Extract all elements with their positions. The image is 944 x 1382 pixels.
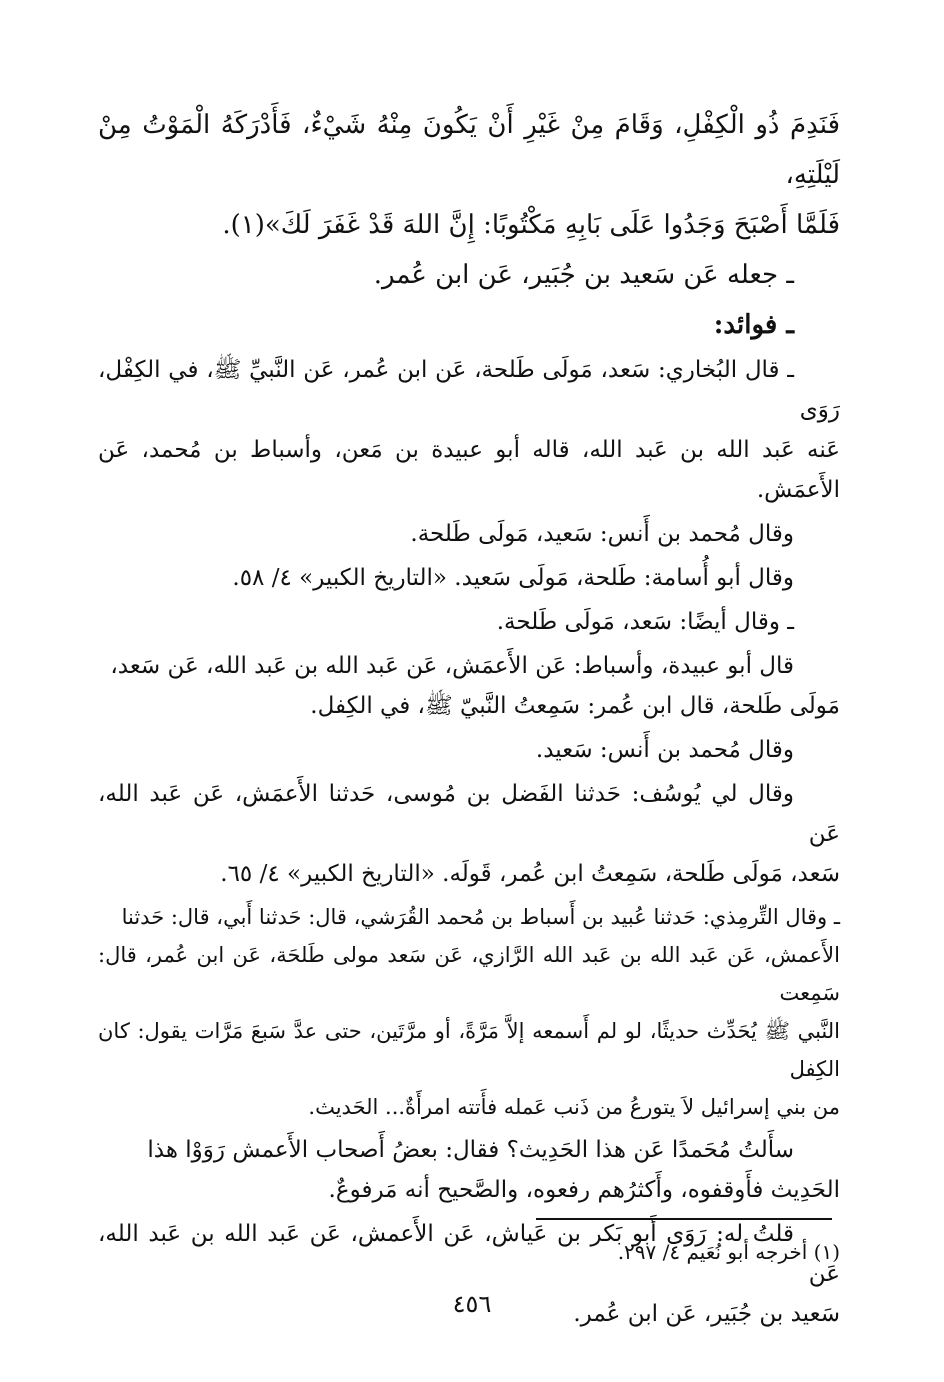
text-line: فَنَدِمَ ذُو الْكِفْلِ، وَقَامَ مِنْ غَيْرِ أَنْ يَكُونَ مِنْهُ شَيْءٌ، فَأَدْرَكَهُ الْمَوْتُ مِنْ لَيْلَتِهِ،	[98, 110, 840, 190]
text-line: ـ وقال التِّرمِذي: حَدثنا عُبيد بن أَسباط بن مُحمد القُرَشي، قال: حَدثنا أَبي، قال: حَدثنا	[121, 905, 840, 929]
text-line: فَلَمَّا أَصْبَحَ وَجَدُوا عَلَى بَابِهِ مَكْتُوبًا: إِنَّ اللهَ قَدْ غَفَرَ لَكَ»(١).	[222, 210, 840, 240]
text-line: ـ قال البُخاري: سَعد، مَولَى طَلحة، عَن ابن عُمر، عَن النَّبيِّ ﷺ، في الكِفْل، رَوَى	[98, 357, 840, 423]
paragraph-muhammad-bin-anas: وقال مُحمد بن أَنس: سَعيد، مَولَى طَلحة.	[410, 521, 794, 547]
text-line: قال أبو عبيدة، وأسباط: عَن الأَعمَش، عَن عَبد الله بن عَبد الله، عَن سَعد،	[110, 653, 794, 679]
paragraph-qala-aydan: ـ وقال أيضًا: سَعد، مَولَى طَلحة.	[496, 609, 794, 635]
paragraph-muhammad-bin-anas-2: وقال مُحمد بن أَنس: سَعيد.	[535, 737, 794, 763]
paragraph-abu-ubayda	[98, 646, 840, 726]
text-line: سَعد، مَولَى طَلحة، سَمِعتُ ابن عُمر، قَولَه. «التاريخ الكبير» ٤/ ٦٥.	[220, 861, 840, 887]
footnote: (١) أخرجه أبو نُعَيم ٤/ ٢٩٧.	[617, 1240, 840, 1264]
paragraph-yusuf	[98, 774, 840, 894]
paragraph-jaalahu: ـ جعله عَن سَعيد بن جُبَير، عَن ابن عُمر.	[373, 260, 794, 290]
text-line: عَنه عَبد الله بن عَبد الله، قاله أبو عبيدة بن مَعن، وأسباط بن مُحمد، عَن الأَعمَش.	[98, 437, 840, 503]
paragraph-abu-usama: وقال أبو أُسامة: طَلحة، مَولَى سَعيد. «التاريخ الكبير» ٤/ ٥٨.	[232, 565, 794, 591]
text-line: وقال لي يُوسُف: حَدثنا الفَضل بن مُوسى، حَدثنا الأَعمَش، عَن عَبد الله، عَن	[98, 781, 840, 847]
page-number: ٤٥٦	[452, 1290, 492, 1318]
paragraph-saaltu	[98, 1130, 840, 1210]
heading-fawaid: ـ فوائد:	[713, 310, 794, 340]
text-line: مَولَى طَلحة، قال ابن عُمر: سَمِعتُ النَّبيّ ﷺ، في الكِفل.	[310, 693, 840, 719]
footnote-divider	[536, 1218, 832, 1220]
text-line: سَعيد بن جُبَير، عَن ابن عُمر.	[573, 1301, 840, 1327]
text-line: من بني إسرائيل لاَ يتورعُ من ذَنب عَمله فأَتته امرأَةٌ... الحَديث.	[308, 1095, 840, 1119]
text-line: الحَدِيث فأَوقفوه، وأَكثرُهم رفعوه، والصَّحيح أنه مَرفوعٌ.	[328, 1177, 840, 1203]
text-line: الأَعمش، عَن عَبد الله بن عَبد الله الرَّازي، عَن سَعد مولى طَلحَة، عَن ابن عُمر، قال: سَمِعت	[98, 943, 840, 1005]
paragraph-tirmidhi	[98, 898, 840, 1126]
paragraph-bukhari	[98, 350, 840, 510]
main-text	[98, 100, 840, 1338]
paragraph-hadith-ending	[98, 100, 840, 250]
text-line: سأَلتُ مُحَمدًا عَن هذا الحَدِيث؟ فقال: بعضُ أَصحاب الأَعمش رَوَوْا هذا	[147, 1137, 794, 1163]
text-line: قلتُ له: رَوَى أَبو بَكر بن عَياش، عَن الأَعمش، عَن عَبد الله بن عَبد الله، عَن	[98, 1221, 840, 1287]
text-line: النَّبي ﷺ يُحَدِّث حديثًا، لو لم أَسمعه إلاَّ مَرَّةً، أو مرَّتَين، حتى عدَّ سَبعَ مَرَّات يقول: كان الكِفل	[98, 1019, 840, 1081]
